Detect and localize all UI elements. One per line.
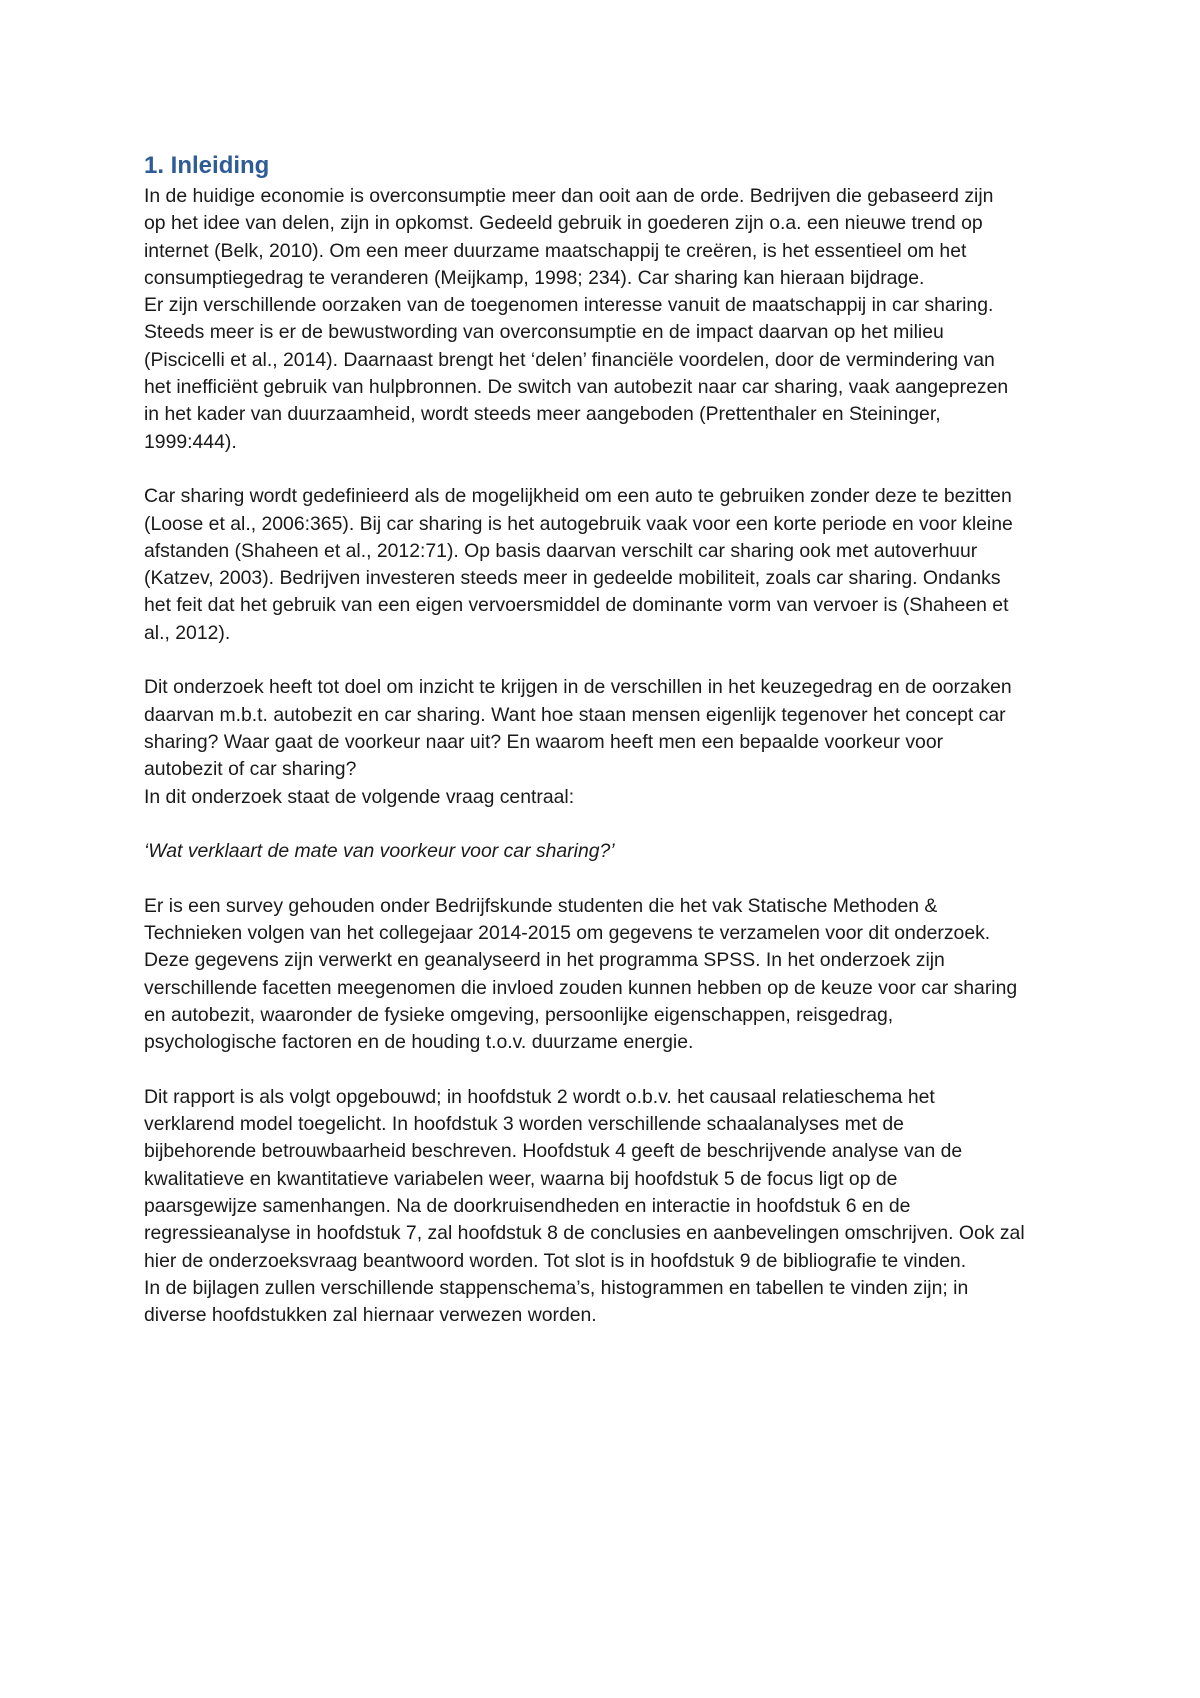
paragraph-survey: Er is een survey gehouden onder Bedrijfskunde studenten die het vak Statische Methoden & Technieken volgen van het collegejaar 2014-2015 om gegevens te verzamelen voor dit onderzoek. Deze gegevens zijn verwerkt en geanalyseerd in het programma SPSS. In het onderzoek zijn verschillende facetten meegenomen die invloed zouden kunnen hebben op de keuze voor car sharing en autobezit, waaronder de fysieke omgeving, persoonlijke eigenschappen, reisgedrag, psychologische factoren en de houding t.o.v. duurzame energie. bbox=[144, 894, 1018, 1054]
paragraph-research-goal: Dit onderzoek heeft tot doel om inzicht te krijgen in de verschillen in het keuzegedrag en de oorzaken daarvan m.b.t. autobezit en car sharing. Want hoe staan mensen eigenlijk tegenover het concept car sharing? Waar gaat de voorkeur naar uit? En waarom heeft men een bepaalde voorkeur voor autobezit of car sharing? In dit onderzoek staat de volgende vraag centraal: bbox=[144, 676, 1012, 808]
paragraph-spacer bbox=[144, 456, 1072, 483]
paragraph-spacer bbox=[144, 647, 1072, 674]
paragraph-spacer bbox=[144, 811, 1072, 838]
paragraph-report-structure: Dit rapport is als volgt opgebouwd; in hoofdstuk 2 wordt o.b.v. het causaal relatieschema het verklarend model toegelicht. In hoofdstuk 3 worden verschillende schaalanalyses met de bijbehorende betrouwbaarheid beschreven. Hoofdstuk 4 geeft de beschrijvende analyse van de kwalitatieve en kwantitatieve variabelen weer, waarna bij hoofdstuk 5 de focus ligt op de paarsgewijze samenhangen. Na de doorkruisendheden en interactie in hoofdstuk 6 en de regressieanalyse in hoofdstuk 7, zal hoofdstuk 8 de conclusies en aanbevelingen omschrijven. Ook zal hier de onderzoeksvraag beantwoord worden. Tot slot is in hoofdstuk 9 de bibliografie te vinden. In de bijlagen zullen verschillende stappenschema’s, histogrammen en tabellen te vinden zijn; in diverse hoofdstukken zal hiernaar verwezen worden. bbox=[144, 1085, 1025, 1327]
paragraph-spacer bbox=[144, 1057, 1072, 1084]
paragraph-definition: Car sharing wordt gedefinieerd als de mogelijkheid om een auto te gebruiken zonder deze te bezitten (Loose et al., 2006:365). Bij car sharing is het autogebruik vaak voor een korte periode en voor kleine afstanden (Shaheen et al., 2012:71). Op basis daarvan verschilt car sharing ook met autoverhuur (Katzev, 2003). Bedrijven investeren steeds meer in gedeelde mobiliteit, zoals car sharing. Ondanks het feit dat het gebruik van een eigen vervoersmiddel de dominante vorm van vervoer is (Shaheen et al., 2012). bbox=[144, 485, 1013, 644]
document-body bbox=[144, 150, 1072, 1329]
paragraph-spacer bbox=[144, 865, 1072, 892]
research-question: ‘Wat verklaart de mate van voorkeur voor car sharing?’ bbox=[144, 840, 615, 863]
paragraph-intro: In de huidige economie is overconsumptie meer dan ooit aan de orde. Bedrijven die gebaseerd zijn op het idee van delen, zijn in opkomst. Gedeeld gebruik in goederen zijn o.a. een nieuwe trend op internet (Belk, 2010). Om een meer duurzame maatschappij te creëren, is het essentieel om het consumptiegedrag te veranderen (Meijkamp, 1998; 234). Car sharing kan hieraan bijdrage. Er zijn verschillende oorzaken van de toegenomen interesse vanuit de maatschappij in car sharing. Steeds meer is er de bewustwording van overconsumptie en de impact daarvan op het milieu (Piscicelli et al., 2014). Daarnaast brengt het ‘delen’ financiële voordelen, door de vermindering van het inefficiënt gebruik van hulpbronnen. De switch van autobezit naar car sharing, vaak aangeprezen in het kader van duurzaamheid, wordt steeds meer aangeboden (Prettenthaler en Steininger, 1999:444). bbox=[144, 185, 1009, 453]
section-heading: 1. Inleiding bbox=[144, 152, 270, 179]
